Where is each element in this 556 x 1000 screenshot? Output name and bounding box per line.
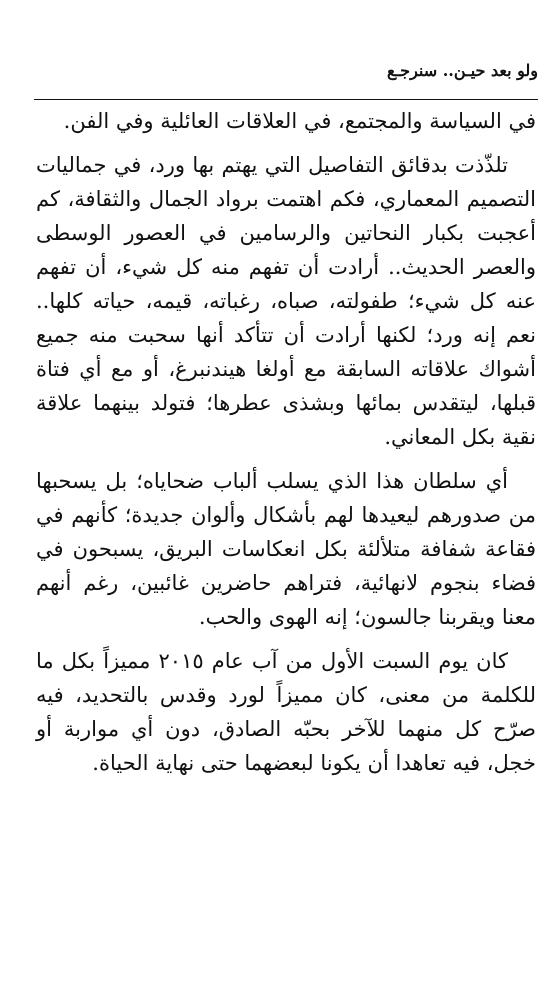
header-divider [34,99,538,100]
paragraph-details: تلذّذت بدقائق التفاصيل التي يهتم بها ورد، في جماليات التصميم المعماري، فكم اهتمت برواد الجمال والثقافة، كم أعجبت بكبار النحاتين والرسامين في العصور الوسطى والعصر الحديث.. أرادت أن تفهم منه كل شيء، أن تفهم عنه كل شيء؛ طفولته، صباه، رغباته، قيمه، حياته كلها.. نعم إنه ورد؛ لكنها أرادت أن تتأكد أنها سحبت منه جميع أشواك علاقاته السابقة مع أولغا هيندنبرغ، أو مع أي فتاة قبلها، ليتقدس بمائها وبشذى عطرها؛ فتولد بينهما علاقة نقية بكل المعاني. [36,153,536,449]
running-header-title: ولو بعد حيـن.. سنرجـع [386,61,538,80]
paragraph-continuation: في السياسة والمجتمع، في العلاقات العائلية وفي الفن. [63,109,536,133]
paragraph-saturday: كان يوم السبت الأول من آب عام ٢٠١٥ مميزاً بكل ما للكلمة من معنى، كان مميزاً لورد وقدس بالتحديد، فيه صرّح كل منهما للآخر بحبّه الصادق، دون أي مواربة أو خجل، فيه تعاهدا أن يكونا لبعضهما حتى نهاية الحياة. [36,649,536,775]
page-body [36,104,536,780]
paragraph-sultan: أي سلطان هذا الذي يسلب ألباب ضحاياه؛ بل يسحبها من صدورهم ليعيدها لهم بأشكال وألوان جديدة؛ كأنهم في فقاعة شفافة متلألئة بكل انعكاسات البريق، يسبحون في فضاء بنجوم لانهائية، فتراهم حاضرين غائبين، رغم أنهم معنا ويقربنا جالسون؛ إنه الهوى والحب. [36,469,536,629]
running-header [34,58,538,86]
